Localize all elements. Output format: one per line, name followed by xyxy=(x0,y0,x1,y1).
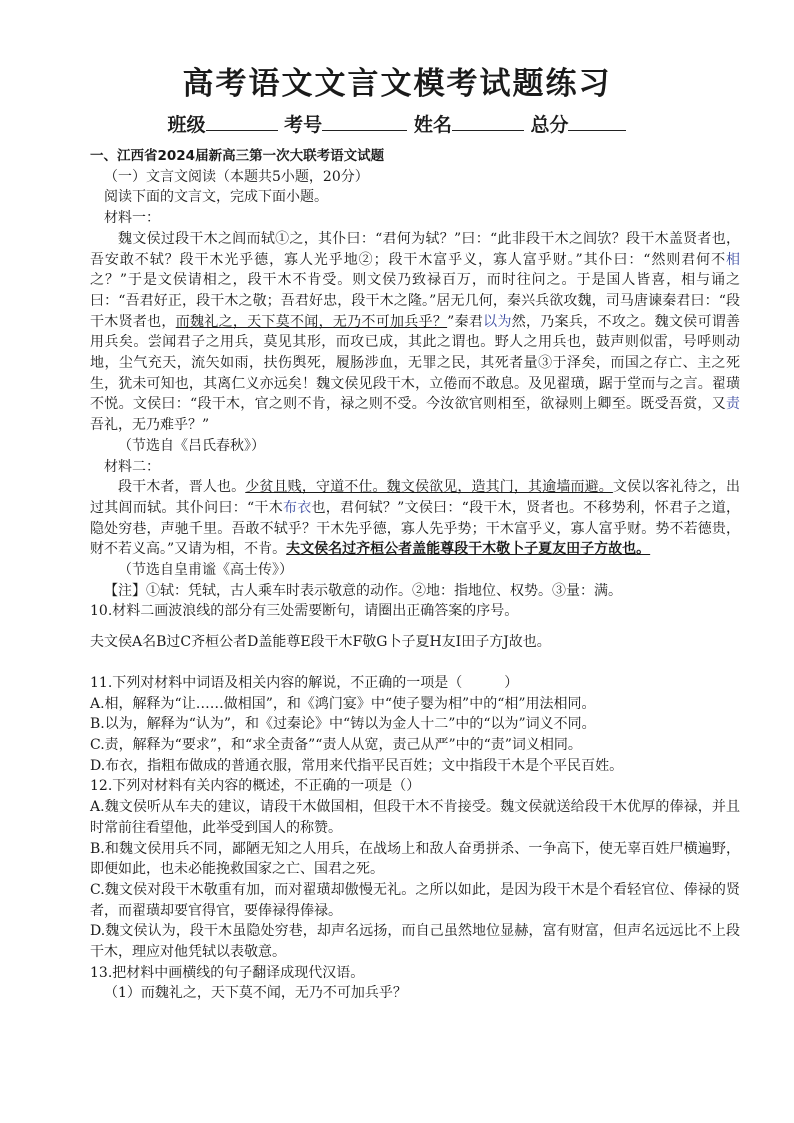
m2-wavy-sentence: 夫文侯名过齐桓公者盖能尊段干木敬卜子夏友田子方故也。 xyxy=(286,541,651,558)
m2-underlined-sentence: 少贫且贱，守道不仕。魏文侯欲见，造其门，其逾墙而避。 xyxy=(245,479,613,496)
m1-part-b: 之？”于是文侯请相之，段干木不肯受。则文侯乃致禄百万，而时往问之。于是国人皆喜，相与诵之曰：“吾君好正，段干木之敬；吾君好忠，段干木之隆。”居无几何，秦兴兵欲攻魏，司马唐谏秦君曰：“段干木贤者也， xyxy=(90,272,740,330)
instruction: 阅读下面的文言文，完成下面小题。 xyxy=(104,189,328,206)
m1-part-a: 魏文侯过段干木之闾而轼①之，其仆曰：“君何为轼？”曰：“此非段干木之闾欤？段干木盖贤者也，吾安敢不轼？段干木光乎德，寡人光乎地②；段干木富乎义，寡人富乎财。”其仆曰：“然则君何不 xyxy=(90,230,740,268)
q12-option-a: A.魏文侯听从车夫的建议，请段干木做国相，但段干木不肯接受。魏文侯就送给段干木优厚的俸禄，并且时常前往看望他，此举受到国人的称赞。 xyxy=(90,799,740,836)
q11-option-a: A.相，解释为“让……做相国”，和《鸿门宴》中“使子婴为相”中的“相”用法相同。 xyxy=(90,695,596,712)
m1-word-ze: 责 xyxy=(726,396,740,413)
m1-underlined-sentence: 而魏礼之，天下莫不闻，无乃不可加兵乎？ xyxy=(175,313,448,330)
m1-word-yiwei: 以为 xyxy=(483,313,512,330)
question-10-options: 夫文侯A名B过C齐桓公者D盖能尊E段干木F敬G卜子夏H友I田子方J故也。 xyxy=(90,634,551,651)
annotation-note: 【注】①轼：凭轼，古人乘车时表示敬意的动作。②地：指地位、权势。③量：满。 xyxy=(104,582,622,599)
class-label: 班级 xyxy=(167,114,206,136)
number-label: 考号 xyxy=(284,114,323,136)
question-13: 13.把材料中画横线的句子翻译成现代汉语。 xyxy=(90,964,365,981)
subsection-heading: （一）文言文阅读（本题共5小题，20分） xyxy=(104,168,369,185)
q11-option-c: C.责，解释为“要求”，和“求全责备”“责人从宽，责己从严”中的“责”词义相同。 xyxy=(90,736,582,753)
q13-item-1: （1）而魏礼之，天下莫不闻，无乃不可加兵乎？ xyxy=(104,985,407,1002)
question-11: 11.下列对材料中词语及相关内容的解说，不正确的一项是（ ） xyxy=(90,674,519,691)
q11-option-d: D.布衣，指粗布做成的普通衣服，常用来代指平民百姓；文中指段干木是个平民百姓。 xyxy=(90,757,624,774)
material2-label: 材料二： xyxy=(104,458,160,475)
m2-word-buyi: 布衣 xyxy=(282,499,312,516)
material1-label: 材料一： xyxy=(104,210,160,227)
name-blank[interactable] xyxy=(452,112,524,131)
q11-option-b: B.以为，解释为“认为”，和《过秦论》中“铸以为金人十二”中的“以为”词义不同。 xyxy=(90,716,596,733)
q12-option-d: D.魏文侯认为，段干木虽隐处穷巷，却声名远扬，而自己虽然地位显赫，富有财富，但声名远远比不上段干木，理应对他凭轼以表敬意。 xyxy=(90,923,740,961)
student-info-line xyxy=(0,110,794,137)
m2-part-c: 也，君何轼？”文侯曰：“段干木，贤者也。不移势利，怀君子之道，隐处穷巷，声驰千里。吾敢不轼乎？干木先乎德，寡人先乎势；干木富乎义，寡人富乎财。势不若德贵，财不若义高。”又请为相，不肯。 xyxy=(90,499,740,558)
q12-option-c: C.魏文侯对段干木敬重有加，而对翟璜却傲慢无礼。之所以如此，是因为段干木是个看轻官位、俸禄的贤者，而翟璜却要官得官，要俸禄得俸禄。 xyxy=(90,881,740,919)
document-body xyxy=(90,146,740,1004)
m1-word-xiang: 相 xyxy=(726,251,740,268)
m2-part-b: 文侯以客礼待之，出过其闾而轼。其仆问曰：“干木 xyxy=(90,479,741,516)
material2-text xyxy=(90,477,740,560)
number-blank[interactable] xyxy=(322,112,407,131)
m1-part-c: ”秦君 xyxy=(447,313,484,330)
score-blank[interactable] xyxy=(568,112,626,131)
m1-part-d: 然，乃案兵，不攻之。魏文侯可谓善用兵矣。尝闻君子之用兵，莫见其形，而攻已成，其此之谓也。野人之用兵也，鼓声则似雷，号呼则动地，尘气充天，流矢如雨，扶伤舆死，履肠涉血，无罪之民，其死者量③于泽矣，而国之存亡、主之死生，犹未可知也，其离仁义亦远矣！魏文侯见段干木，立倦而不敢息。及见翟璜，踞于堂而与之言。翟璜不悦。文侯曰：“段干木，官之则不肯，禄之则不受。今汝欲官则相至，欲禄则上卿至。既受吾赏，又 xyxy=(90,313,741,413)
material2-source: （节选自皇甫谧《高士传》） xyxy=(118,562,293,579)
question-12: 12.下列对材料有关内容的概述，不正确的一项是（） xyxy=(90,778,421,795)
class-blank[interactable] xyxy=(206,112,278,131)
name-label: 姓名 xyxy=(413,114,452,136)
score-label: 总分 xyxy=(530,114,569,136)
q12-option-b: B.和魏文侯用兵不同，鄙陋无知之人用兵，在战场上和敌人奋勇拼杀、一争高下，使无辜百姓尸横遍野，即便如此，也未必能挽救国家之亡、国君之死。 xyxy=(90,840,740,878)
section-heading: 一、江西省2024届新高三第一次大联考语文试题 xyxy=(90,148,385,164)
question-10: 10.材料二画波浪线的部分有三处需要断句，请圈出正确答案的序号。 xyxy=(90,603,519,620)
m1-part-e: 吾礼，无乃难乎？” xyxy=(90,417,210,434)
material1-text xyxy=(90,229,740,436)
m2-part-a: 段干木者，晋人也。 xyxy=(118,479,246,496)
page-title: 高考语文文言文模考试题练习 xyxy=(182,66,612,102)
material1-source: （节选自《吕氏春秋》） xyxy=(118,437,265,454)
